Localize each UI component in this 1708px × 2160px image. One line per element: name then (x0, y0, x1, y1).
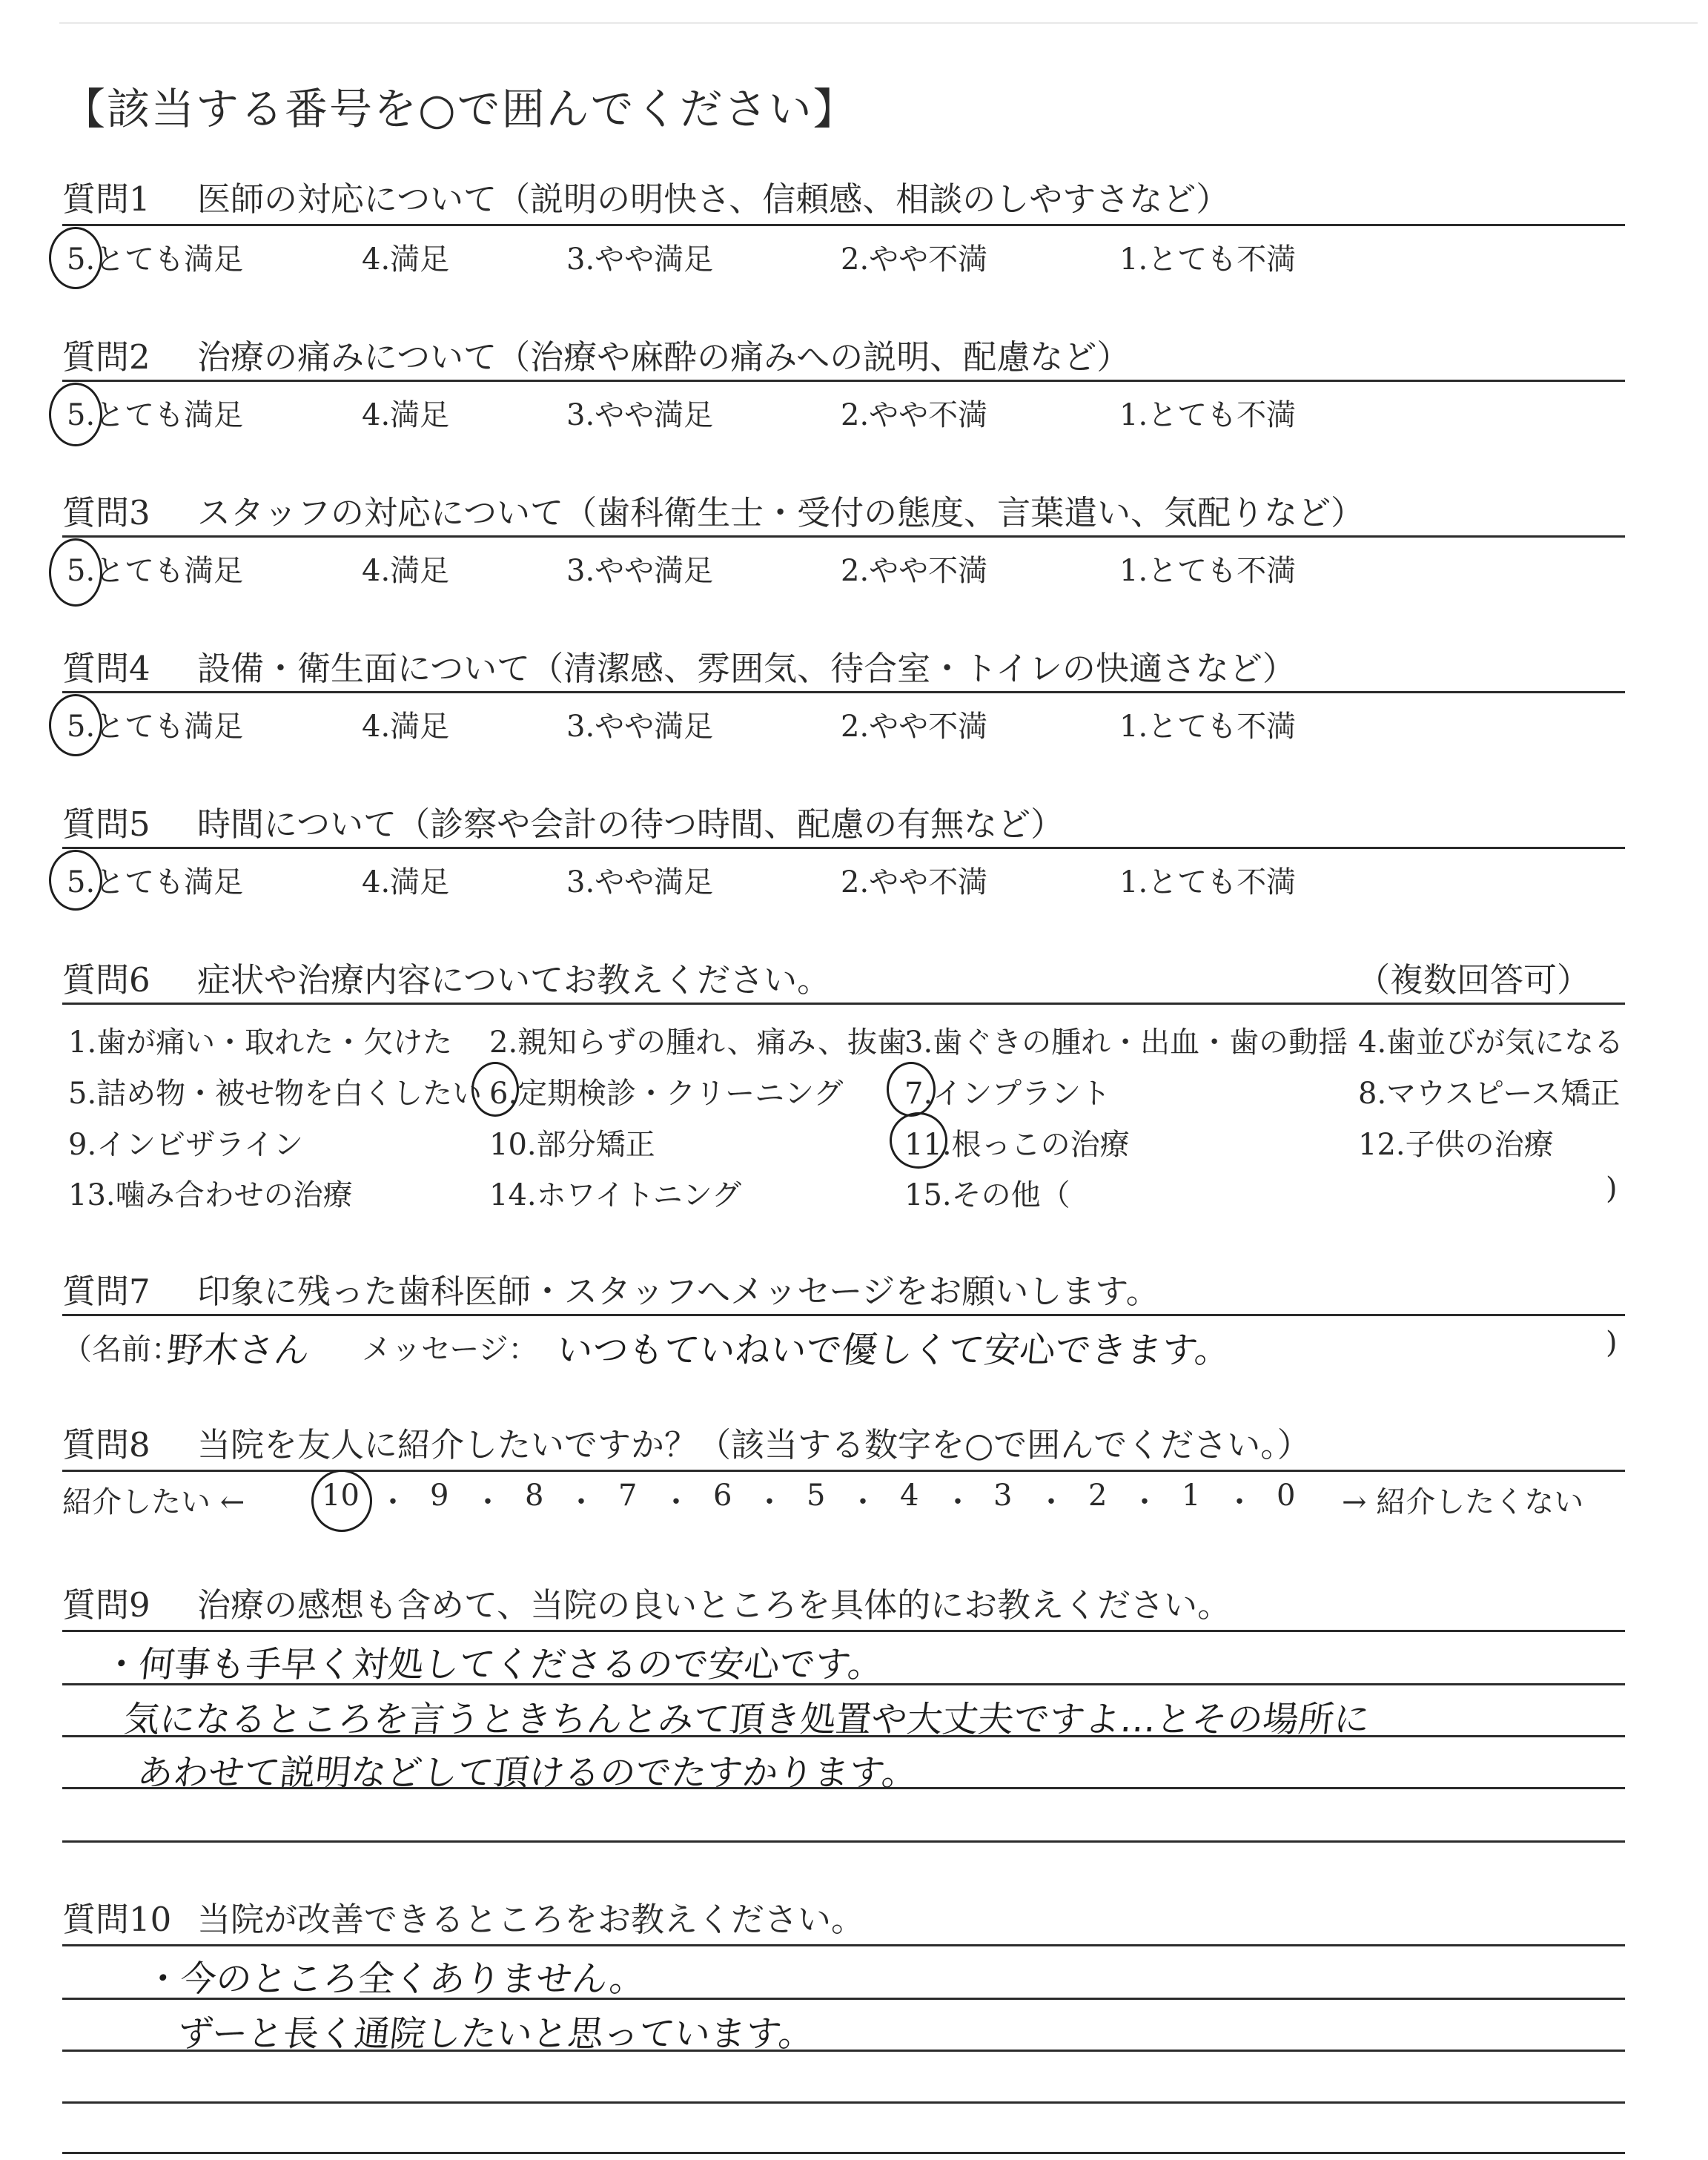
other-close-paren: ) (1606, 1172, 1618, 1206)
selection-circle (49, 383, 102, 446)
question-text: 当院が改善できるところをお教えください。 (197, 1900, 865, 1939)
name-value[interactable]: 野木さん (165, 1330, 312, 1371)
rating-option-1[interactable]: 1.とても不満 (1119, 710, 1297, 744)
question-text: 医師の対応について（説明の明快さ、信頼感、相談のしやすさなど） (197, 179, 1230, 219)
scale-separator: ・ (1036, 1485, 1066, 1519)
selection-circle (49, 694, 102, 756)
answer-line[interactable]: 気になるところを言うときちんとみて頂き処置や大丈夫ですよ…とその場所に (122, 1699, 1372, 1740)
selection-circle (49, 227, 102, 289)
rating-option-3[interactable]: 3.やや満足 (566, 398, 714, 432)
multiple-answer-note: （複数回答可） (1357, 960, 1591, 1000)
selection-circle (311, 1470, 372, 1532)
rating-option-4[interactable]: 4.満足 (362, 554, 450, 588)
rule-line (62, 1944, 1625, 1946)
rating-option-2[interactable]: 2.やや不満 (841, 554, 988, 588)
symptom-option-2[interactable]: 2.親知らずの腫れ、痛み、抜歯 (489, 1025, 907, 1060)
rating-option-4[interactable]: 4.満足 (362, 710, 450, 744)
answer-line[interactable]: ずーと長く通院したいと思っています。 (175, 2013, 817, 2055)
scale-separator: ・ (473, 1485, 503, 1519)
question-label: 質問1 (62, 179, 150, 219)
symptom-option-5[interactable]: 5.詰め物・被せ物を白くしたい (68, 1077, 483, 1111)
scale-value-4[interactable]: 4 (900, 1479, 919, 1513)
symptom-option-1[interactable]: 1.歯が痛い・取れた・欠けた (68, 1025, 453, 1060)
rating-option-2[interactable]: 2.やや不満 (841, 242, 988, 277)
question-label: 質問9 (62, 1585, 150, 1625)
rule-line (62, 535, 1625, 538)
rule-line (62, 1003, 1625, 1005)
form-header: 【該当する番号を○で囲んでください】 (62, 84, 858, 134)
question-label: 質問2 (62, 337, 150, 377)
rating-option-3[interactable]: 3.やや満足 (566, 554, 714, 588)
rule-line (62, 1470, 1625, 1472)
rating-option-1[interactable]: 1.とても不満 (1119, 242, 1297, 277)
rule-line (62, 224, 1625, 226)
scale-value-6[interactable]: 6 (713, 1479, 732, 1513)
rating-option-5[interactable]: 5.とても満足 (67, 554, 244, 588)
rule-line (62, 691, 1625, 693)
rating-option-1[interactable]: 1.とても不満 (1119, 554, 1297, 588)
rule-line (62, 1314, 1625, 1316)
symptom-option-15[interactable]: 15.その他（ (904, 1178, 1070, 1212)
selection-circle (471, 1062, 519, 1117)
rating-option-2[interactable]: 2.やや不満 (841, 710, 988, 744)
rating-option-1[interactable]: 1.とても不満 (1119, 865, 1297, 899)
symptom-option-9[interactable]: 9.インビザライン (68, 1128, 303, 1162)
message-label: メッセージ： (362, 1332, 538, 1367)
scale-right-label: → 紹介したくない (1342, 1485, 1584, 1519)
symptom-option-4[interactable]: 4.歯並びが気になる (1358, 1025, 1624, 1060)
rule-line (62, 2101, 1625, 2104)
answer-line[interactable]: ・今のところ全くありません。 (142, 1958, 648, 2000)
rating-option-5[interactable]: 5.とても満足 (67, 242, 244, 277)
question-label: 質問4 (62, 649, 150, 688)
symptom-option-14[interactable]: 14.ホワイトニング (489, 1178, 742, 1212)
question-text: スタッフの対応について（歯科衛生士・受付の態度、言葉遣い、気配りなど） (197, 493, 1365, 532)
selection-circle (49, 850, 102, 911)
question-text: 治療の感想も含めて、当院の良いところを具体的にお教えください。 (197, 1585, 1231, 1625)
question-text: 時間について（診察や会計の待つ時間、配慮の有無など） (197, 805, 1065, 844)
rating-option-5[interactable]: 5.とても満足 (67, 865, 244, 899)
symptom-option-8[interactable]: 8.マウスピース矯正 (1358, 1077, 1621, 1111)
scale-value-0[interactable]: 0 (1277, 1479, 1296, 1513)
scale-value-7[interactable]: 7 (618, 1479, 638, 1513)
scale-value-10[interactable]: 10 (322, 1479, 360, 1513)
rating-option-3[interactable]: 3.やや満足 (566, 865, 714, 899)
question-text: 症状や治療内容についてお教えください。 (197, 960, 831, 1000)
message-value[interactable]: いつもていねいで優しくて安心できます。 (555, 1330, 1233, 1371)
scale-value-3[interactable]: 3 (993, 1479, 1013, 1513)
message-close-paren: ) (1606, 1326, 1618, 1360)
name-label: （名前： (62, 1332, 181, 1367)
scale-separator: ・ (378, 1485, 408, 1519)
scale-separator: ・ (1130, 1485, 1159, 1519)
rating-option-5[interactable]: 5.とても満足 (67, 398, 244, 432)
rating-option-4[interactable]: 4.満足 (362, 865, 450, 899)
question-text: 治療の痛みについて（治療や麻酔の痛みへの説明、配慮など） (197, 337, 1131, 377)
scale-separator: ・ (943, 1485, 973, 1519)
rating-option-2[interactable]: 2.やや不満 (841, 865, 988, 899)
scale-value-5[interactable]: 5 (807, 1479, 826, 1513)
scale-separator: ・ (566, 1485, 596, 1519)
scale-value-9[interactable]: 9 (430, 1479, 449, 1513)
question-text: 印象に残った歯科医師・スタッフへメッセージをお願いします。 (197, 1272, 1159, 1311)
rating-option-3[interactable]: 3.やや満足 (566, 242, 714, 277)
symptom-option-3[interactable]: 3.歯ぐきの腫れ・出血・歯の動揺 (904, 1025, 1348, 1060)
rating-option-4[interactable]: 4.満足 (362, 398, 450, 432)
scale-separator: ・ (848, 1485, 878, 1519)
rule-line (62, 1840, 1625, 1843)
selection-circle (887, 1062, 936, 1117)
symptom-option-10[interactable]: 10.部分矯正 (489, 1128, 655, 1162)
rating-option-4[interactable]: 4.満足 (362, 242, 450, 277)
scale-value-1[interactable]: 1 (1182, 1479, 1201, 1513)
rating-option-2[interactable]: 2.やや不満 (841, 398, 988, 432)
rule-line (62, 2152, 1625, 2154)
symptom-option-13[interactable]: 13.噛み合わせの治療 (68, 1178, 353, 1212)
selection-circle (49, 538, 102, 607)
top-edge (59, 22, 1698, 24)
question-label: 質問3 (62, 493, 150, 532)
scale-separator: ・ (1225, 1485, 1254, 1519)
question-text: 設備・衛生面について（清潔感、雰囲気、待合室・トイレの快適さなど） (197, 649, 1296, 688)
question-label: 質問6 (62, 960, 150, 1000)
scale-separator: ・ (755, 1485, 784, 1519)
scale-value-2[interactable]: 2 (1088, 1479, 1108, 1513)
rating-option-3[interactable]: 3.やや満足 (566, 710, 714, 744)
scale-left-label: 紹介したい ← (62, 1485, 245, 1519)
rating-option-5[interactable]: 5.とても満足 (67, 710, 244, 744)
scale-value-8[interactable]: 8 (525, 1479, 544, 1513)
rating-option-1[interactable]: 1.とても不満 (1119, 398, 1297, 432)
question-label: 質問7 (62, 1272, 150, 1311)
answer-line[interactable]: あわせて説明などして頂けるのでたすかります。 (135, 1752, 920, 1794)
selection-circle (890, 1112, 947, 1169)
question-label: 質問8 (62, 1425, 150, 1464)
rule-line (62, 847, 1625, 849)
symptom-option-12[interactable]: 12.子供の治療 (1358, 1128, 1554, 1162)
question-text: 当院を友人に紹介したいですか？（該当する数字を○で囲んでください。） (197, 1425, 1311, 1464)
symptom-option-6[interactable]: 6.定期検診・クリーニング (489, 1077, 844, 1111)
question-label: 質問10 (62, 1900, 172, 1939)
symptom-option-11[interactable]: 11.根っこの治療 (904, 1128, 1130, 1162)
symptom-option-7[interactable]: 7.インプラント (904, 1077, 1111, 1111)
rule-line (62, 1630, 1625, 1632)
question-label: 質問5 (62, 805, 150, 844)
answer-line[interactable]: ・何事も手早く対処してくださるので安心です。 (101, 1644, 886, 1685)
rule-line (62, 380, 1625, 382)
scale-separator: ・ (661, 1485, 691, 1519)
